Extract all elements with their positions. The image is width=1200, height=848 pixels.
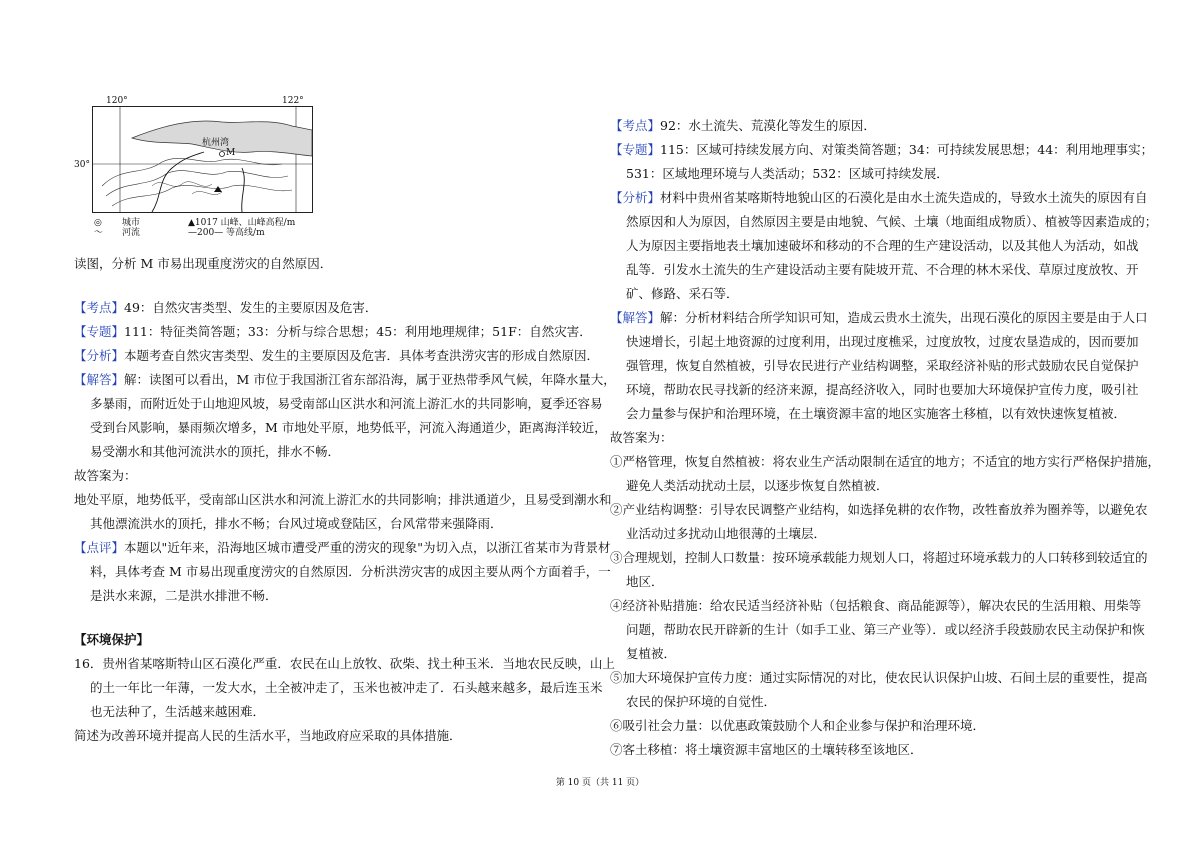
map-figure <box>74 96 316 238</box>
q16-line-1: 的土一年比一年薄，一发大水，土全被冲走了，玉米也被冲走了．石头越来越多，最后连玉米 <box>90 680 603 695</box>
r-jieda-line-4: 会力量参与保护和治理环境，在土壤资源丰富的地区实施客土移植，以有效快速恢复植被． <box>626 406 1127 421</box>
kaodian-text: 49：自然灾害类型、发生的主要原因及危害． <box>124 300 378 315</box>
q15-answer-line-1: 其他漂流洪水的顶托，排水不畅；台风过境或登陆区，台风常带来强降雨． <box>90 516 503 531</box>
measure-3-line-0: ③合理规划，控制人口数量：按环境承载能力规划人口，将超过环境承载力的人口转移到较适宜的 <box>610 550 1148 565</box>
r-jieda-text: 解：分析材料结合所学知识可知，造成云贵水土流失，出现石漠化的原因主要是由于人口 <box>660 310 1148 325</box>
map-bay-label: 杭州湾 <box>202 138 230 148</box>
jieda-tag: 【解答】 <box>74 372 125 387</box>
map-lon-left-label: 120° <box>106 96 128 106</box>
q15-jieda-line-0 <box>74 372 616 388</box>
r-fenxi-line-2: 人为原因主要指地表土壤加速破坏和移动的不合理的生产建设活动，以及其他人为活动，如战 <box>626 238 1139 253</box>
page-footer: 第 10 页（共 11 页） <box>555 778 645 788</box>
q15-question: 读图，分析 M 市易出现重度涝灾的自然原因． <box>74 256 333 271</box>
r-zhuanti-line-1: 531：区域地理环境与人类活动；532：区域可持续发展． <box>626 166 949 181</box>
q15-kaodian <box>74 300 377 316</box>
legend-river-icon: ～ <box>94 228 104 238</box>
r-zhuanti-line-0 <box>610 142 1153 158</box>
q16-number: 16． <box>74 656 103 671</box>
r-zhuanti-text: 115：区域可持续发展方向、对策类简答题；34：可持续发展思想；44：利用地理事实； <box>660 142 1154 157</box>
map-svg <box>92 96 316 216</box>
q16-text-0: 贵州省某喀斯特山区石漠化严重．农民在山上放牧、砍柴、找土种玉米．当地农民反映，山上 <box>102 656 615 671</box>
map-city-m-label: M <box>226 148 236 158</box>
q15-jieda-line-3: 易受潮水和其他河流洪水的顶托，排水不畅． <box>90 444 341 459</box>
q16-line-2: 也无法种了，生活越来越困难． <box>90 704 266 719</box>
r-fenxi-text: 材料中贵州省某喀斯特地貌山区的石漠化是由水土流失造成的，导致水土流失的原因有自 <box>660 190 1148 205</box>
measure-2-line-0: ②产业结构调整：引导农民调整产业结构，如选择免耕的农作物，改牲畜放养为圈养等，以避免农 <box>610 502 1148 517</box>
legend-contour: —200— 等高线/m <box>188 228 265 238</box>
dianping-text: 本题以"近年来，沿海地区城市遭受严重的涝灾的现象"为切入点，以浙江省某市为背景材 <box>124 540 611 555</box>
legend-river: 河流 <box>122 228 141 238</box>
measure-5-line-1: 农民的保护环境的自觉性． <box>626 694 777 709</box>
measure-3-line-1: 地区． <box>626 574 664 589</box>
r-jieda-line-1: 快速增长，引起土地资源的过度利用，出现过度樵采，过度放牧，过度农垦造成的，因而要加 <box>626 334 1139 349</box>
r-jieda-line-0 <box>610 310 1148 326</box>
legend-city: 城市 <box>122 218 141 228</box>
q15-answer-line-0: 地处平原，地势低平，受南部山区洪水和河流上游汇水的共同影响；排洪通道少，且易受到潮水和 <box>74 492 612 507</box>
r-fenxi-line-0 <box>610 190 1148 206</box>
r-fenxi-line-4: 矿、修路、采石等． <box>626 286 739 301</box>
zhuanti-tag: 【专题】 <box>74 324 125 339</box>
legend-peak: ▲1017 山峰、山峰高程/m <box>188 218 296 228</box>
r-kaodian-tag: 【考点】 <box>610 118 661 133</box>
measure-1-line-0: ①严格管理，恢复自然植被：将农业生产活动限制在适宜的地方；不适宜的地方实行严格保护措施， <box>610 454 1161 469</box>
q16-question: 简述为改善环境并提高人民的生活水平，当地政府应采取的具体措施． <box>74 728 462 743</box>
map-lon-right-label: 122° <box>282 96 304 106</box>
r-jieda-line-2: 强管理，恢复自然植被，引导农民进行产业结构调整，采取经济补贴的形式鼓励农民自觉保护 <box>626 358 1139 373</box>
q15-answer-label: 故答案为： <box>74 468 137 483</box>
r-jieda-line-3: 环境，帮助农民寻找新的经济来源，提高经济收入，同时也要加大环境保护宣传力度，吸引社 <box>626 382 1139 397</box>
measure-6-line-0: ⑥吸引社会力量：以优惠政策鼓励个人和企业参与保护和治理环境． <box>610 718 986 733</box>
measure-4-line-1: 问题，帮助农民开辟新的生计（如手工业、第三产业等）．或以经济手段鼓励农民主动保护和恢 <box>626 622 1145 637</box>
zhuanti-text: 111：特征类简答题；33：分析与综合思想；45：利用地理规律；51F：自然灾害． <box>124 324 592 339</box>
jieda-text: 解：读图可以看出，M 市位于我国浙江省东部沿海，属于亚热带季风气候，年降水量大， <box>124 372 616 387</box>
q15-zhuanti <box>74 324 592 340</box>
fenxi-text: 本题考查自然灾害类型、发生的主要原因及危害．具体考查洪涝灾害的形成自然原因． <box>124 348 600 363</box>
r-fenxi-tag: 【分析】 <box>610 190 661 205</box>
q15-dianping-line-1: 料，具体考查 M 市易出现重度涝灾的自然原因．分析洪涝灾害的成因主要从两个方面着手，一 <box>90 564 611 579</box>
q15-jieda-line-1: 多暴雨，而附近处于山地迎风坡，易受南部山区洪水和河流上游汇水的共同影响，夏季还容易 <box>90 396 603 411</box>
q15-jieda-line-2: 受到台风影响，暴雨频次增多，M 市地处平原，地势低平，河流入海通道少，距离海洋较近， <box>90 420 607 435</box>
section-title: 【环境保护】 <box>74 632 150 647</box>
measure-2-line-1: 业活动过多扰动山地很薄的土壤层． <box>626 526 827 541</box>
kaodian-tag: 【考点】 <box>74 300 125 315</box>
q16-line-0 <box>74 656 615 672</box>
r-kaodian <box>610 118 876 134</box>
fenxi-tag: 【分析】 <box>74 348 125 363</box>
q15-dianping-line-0 <box>74 540 611 556</box>
measure-5-line-0: ⑤加大环境保护宣传力度：通过实际情况的对比，使农民认识保护山坡、石间土层的重要性，提高 <box>610 670 1148 685</box>
dianping-tag: 【点评】 <box>74 540 125 555</box>
r-jieda-tag: 【解答】 <box>610 310 661 325</box>
r-answer-label: 故答案为： <box>610 430 673 445</box>
r-fenxi-line-3: 乱等．引发水土流失的生产建设活动主要有陡坡开荒、不合理的林木采伐、草原过度放牧、开 <box>626 262 1139 277</box>
measure-4-line-2: 复植被． <box>626 646 677 661</box>
q15-dianping-line-2: 是洪水来源，二是洪水排泄不畅． <box>90 588 278 603</box>
r-zhuanti-tag: 【专题】 <box>610 142 661 157</box>
r-kaodian-text: 92：水土流失、荒漠化等发生的原因． <box>660 118 876 133</box>
r-fenxi-line-1: 然原因和人为原因，自然原因主要是由地貌、气候、土壤（地面组成物质）、植被等因素造成的； <box>626 214 1158 229</box>
measure-7-line-0: ⑦客土移植：将土壤资源丰富地区的土壤转移至该地区． <box>610 742 923 757</box>
map-lat-label: 30° <box>74 160 90 170</box>
q15-fenxi <box>74 348 599 364</box>
measure-4-line-0: ④经济补贴措施：给农民适当经济补贴（包括粮食、商品能源等），解决农民的生活用粮、用柴等 <box>610 598 1142 613</box>
legend-city-icon: ◎ <box>94 218 102 228</box>
measure-1-line-1: 避免人类活动扰动土层，以逐步恢复自然植被． <box>626 478 889 493</box>
